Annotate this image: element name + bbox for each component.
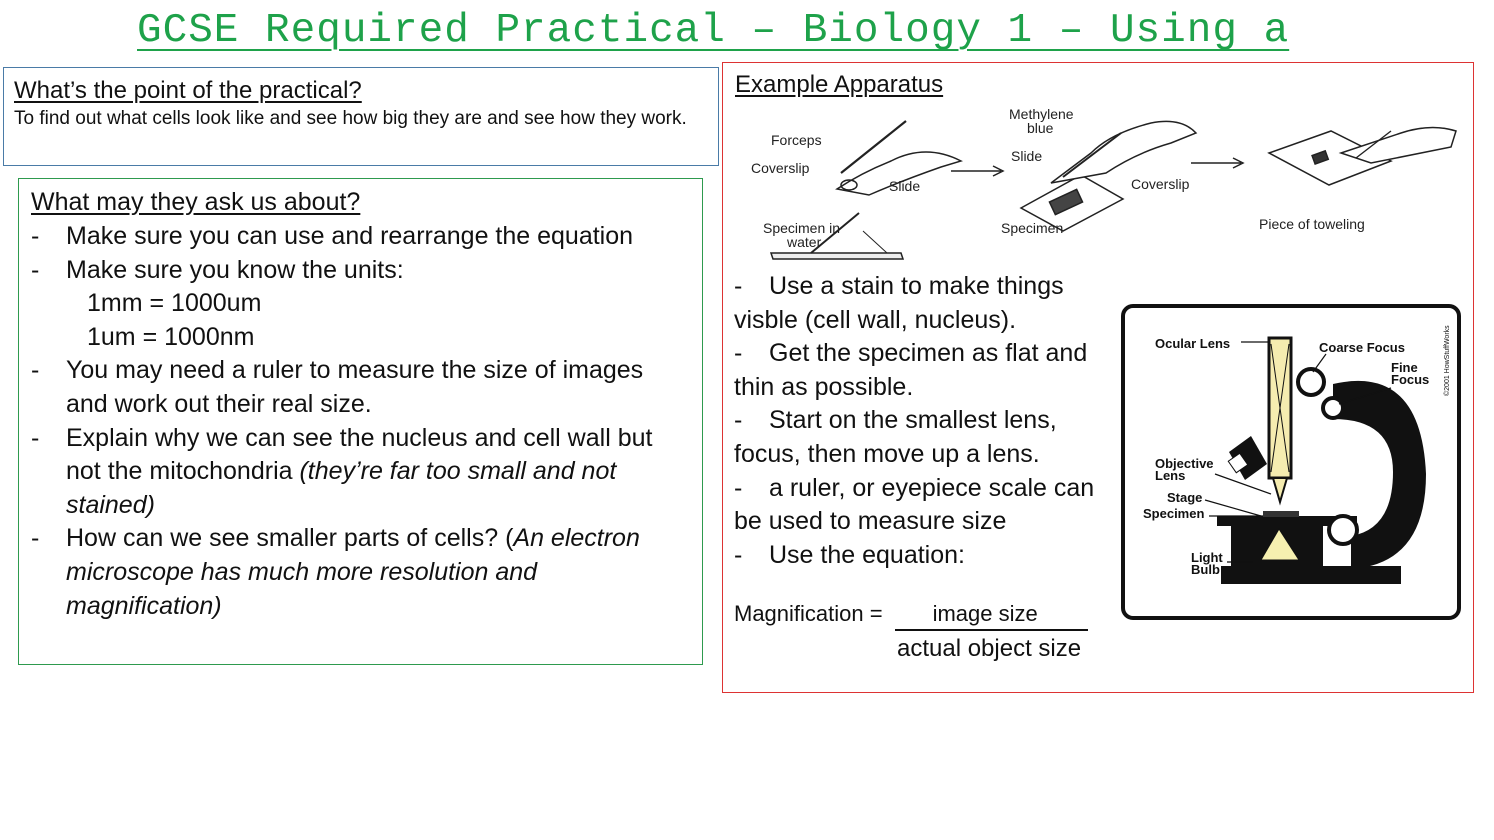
equation-denominator: actual object size [897, 635, 1082, 662]
arrow-2 [1191, 158, 1243, 168]
tip-item: - Use a stain to make things visble (cell wall, nucleus). [734, 272, 1064, 334]
water-label: water [787, 234, 822, 250]
equation-lhs: Magnification = [734, 601, 883, 626]
unit-conversion: 1um = 1000nm [87, 322, 255, 351]
objective-lens-label-2: Lens [1155, 468, 1186, 483]
tip-item: - Use the equation: [734, 540, 965, 569]
tip-item: - Start on the smallest lens, focus, then move up a lens. [734, 406, 1057, 468]
item-text: How can we see smaller parts of cells? ( [66, 524, 514, 553]
list-item: - Make sure you know the units: [31, 254, 690, 288]
list-item [31, 422, 690, 523]
specimen-in-label: Specimen in [763, 220, 841, 236]
point-body: To find out what cells look like and see how big they are and see how they work. [14, 108, 687, 129]
microscope-diagram [1121, 304, 1461, 620]
towel-label: Piece of toweling [1259, 216, 1365, 232]
copyright-text: ©2001 HowStuffWorks [1444, 325, 1451, 396]
stage-label: Stage [1167, 490, 1203, 505]
light-bulb-label: Light [1191, 550, 1223, 565]
forceps-label: Forceps [771, 132, 822, 148]
point-heading: What’s the point of the practical? [14, 77, 362, 104]
ask-heading: What may they ask us about? [31, 188, 361, 216]
list-item: - Make sure you can use and rearrange the equation [31, 220, 690, 254]
exam-questions-box [18, 178, 703, 665]
equation-numerator: image size [895, 601, 1088, 631]
light-bulb-label-2: Bulb [1191, 562, 1220, 577]
practical-point-box [3, 67, 719, 166]
apparatus-heading: Example Apparatus [735, 71, 944, 98]
list-item: - You may need a ruler to measure the size of images and work out their real size. [31, 354, 690, 421]
methylene-label: Methylene [1009, 106, 1074, 122]
unit-conversion: 1mm = 1000um [87, 289, 262, 318]
arrow-1 [951, 166, 1003, 176]
objective-lens-label: Objective [1155, 456, 1214, 471]
item-text: Explain why we can see the nucleus and cell wall but not the mitochondria [66, 423, 653, 486]
tip-item: - Get the specimen as flat and thin as possible. [734, 339, 1088, 401]
example-apparatus-box [722, 62, 1474, 693]
step-three-illustration [1269, 127, 1456, 185]
method-tips [734, 270, 1104, 572]
blue-label: blue [1027, 120, 1054, 136]
ocular-lens-label: Ocular Lens [1155, 336, 1231, 351]
magnification-equation [734, 601, 1104, 663]
ask-list [31, 220, 690, 623]
coverslip-label-2: Coverslip [1131, 176, 1190, 192]
item-answer: (they’re far too small and not stained) [66, 457, 617, 519]
specimen-label-micro: Specimen [1143, 506, 1205, 521]
list-item [31, 522, 690, 623]
fine-focus-label-2: Focus [1391, 372, 1430, 387]
coarse-focus-label: Coarse Focus [1319, 340, 1405, 355]
slide-label-2: Slide [1011, 148, 1043, 164]
page-title: GCSE Required Practical – Biology 1 – Using a [137, 8, 1290, 54]
coverslip-label: Coverslip [751, 160, 810, 176]
item-answer: An electron microscope has much more resolution and magnification) [66, 524, 640, 620]
tip-item: - a ruler, or eyepiece scale can be used to measure size [734, 473, 1095, 536]
specimen-label: Specimen [1001, 220, 1064, 236]
fine-focus-label: Fine [1391, 360, 1418, 375]
slide-label: Slide [889, 178, 921, 194]
